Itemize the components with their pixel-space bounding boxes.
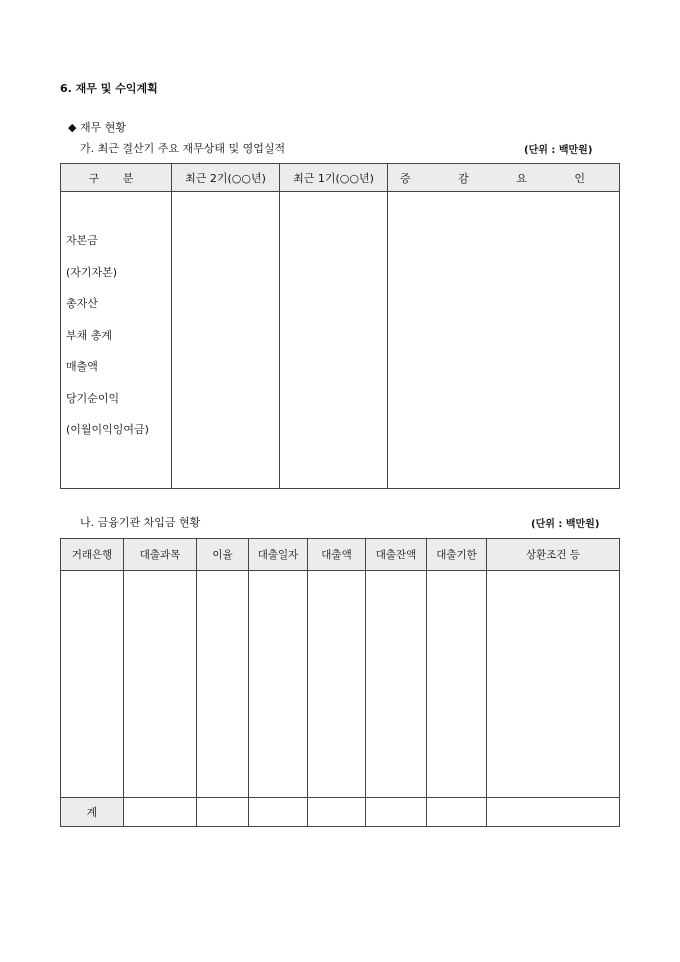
header-loan-type: 대출과목 [124,539,197,571]
header-interest-rate: 이율 [197,539,249,571]
loan-balance-cell[interactable] [366,571,427,798]
recent-1-cell[interactable] [280,192,388,489]
header-loan-term: 대출기한 [427,539,487,571]
change-reason-cell[interactable] [388,192,620,489]
header-category: 구 분 [61,164,172,192]
loan-amount-cell[interactable] [308,571,366,798]
row-label: 당기순이익 [66,391,120,405]
total-cell[interactable] [197,798,249,827]
header-loan-amount: 대출액 [308,539,366,571]
total-cell[interactable] [124,798,197,827]
total-label: 계 [61,798,124,827]
header-bank: 거래은행 [61,539,124,571]
loan-term-cell[interactable] [427,571,487,798]
table-b-unit: (단위 : 백만원) [531,519,600,530]
header-recent-2: 최근 2기(○○년) [172,164,280,192]
financial-status-heading [68,119,126,135]
row-label: (자기자본) [66,265,118,279]
bank-cell[interactable] [61,571,124,798]
recent-2-cell[interactable] [172,192,280,489]
header-repayment-terms: 상환조건 등 [487,539,620,571]
table-a-subtitle: 가. 최근 결산기 주요 재무상태 및 영업실적 [80,142,286,155]
bank-loans-table [60,538,620,827]
row-label: 자본금 [66,234,98,247]
row-labels-cell [61,192,172,489]
row-label: 총자산 [66,297,98,310]
total-cell[interactable] [487,798,620,827]
diamond-bullet-icon: ◆ [68,121,77,134]
row-label: 부채 총계 [66,328,113,342]
loan-date-cell[interactable] [249,571,308,798]
header-change-reason: 증 감 요 인 [388,164,620,192]
header-recent-1: 최근 1기(○○년) [280,164,388,192]
row-label: 매출액 [66,360,98,373]
total-cell[interactable] [427,798,487,827]
repayment-terms-cell[interactable] [487,571,620,798]
loan-type-cell[interactable] [124,571,197,798]
row-label-list [61,192,171,454]
row-label: (이월이익잉여금) [66,423,149,436]
total-cell[interactable] [249,798,308,827]
total-row [61,798,620,827]
header-loan-balance: 대출잔액 [366,539,427,571]
table-header-row [61,539,620,571]
section-title: 6. 재무 및 수익계획 [60,82,158,95]
interest-rate-cell[interactable] [197,571,249,798]
table-b-subtitle: 나. 금융기관 차입금 현황 [80,516,201,529]
table-header-row [61,164,620,192]
total-cell[interactable] [366,798,427,827]
financial-status-table [60,163,620,489]
financial-status-label: 재무 현황 [79,121,126,134]
table-row [61,571,620,798]
table-body-row [61,192,620,489]
table-a-unit: (단위 : 백만원) [524,145,593,156]
header-loan-date: 대출일자 [249,539,308,571]
total-cell[interactable] [308,798,366,827]
